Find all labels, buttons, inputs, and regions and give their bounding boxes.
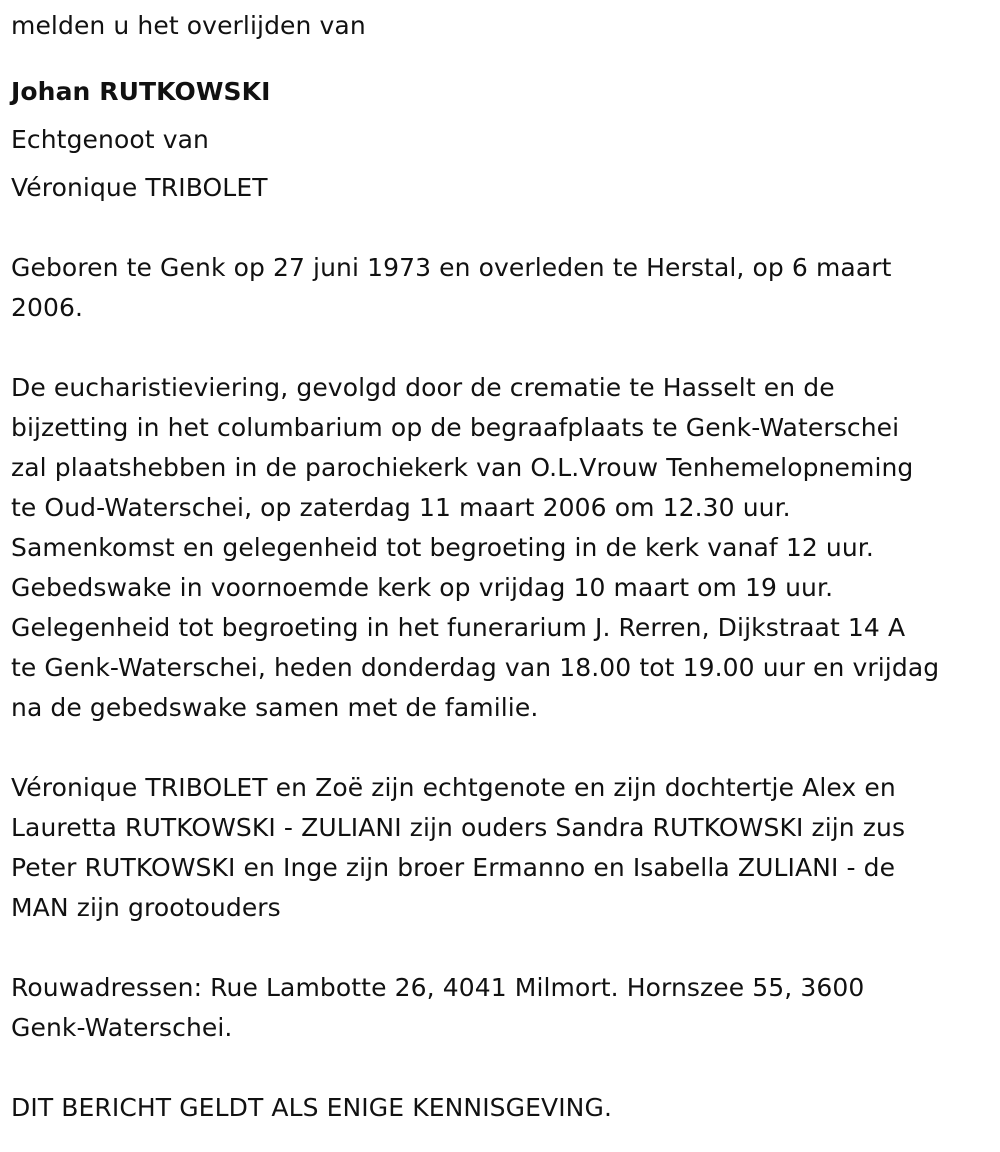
paragraph-line: Peter RUTKOWSKI en Inge zijn broer Ermanno en Isabella ZULIANI - de — [11, 853, 896, 882]
paragraph-line: Véronique TRIBOLET en Zoë zijn echtgenote en zijn dochtertje Alex en — [11, 773, 896, 802]
paragraph-line: Genk-Waterschei. — [11, 1013, 233, 1042]
paragraph-line: MAN zijn grootouders — [11, 893, 281, 922]
spacer — [11, 46, 996, 72]
paragraph-line: Gelegenheid tot begroeting in het funerarium J. Rerren, Dijkstraat 14 A — [11, 613, 906, 642]
paragraph-line: 2006. — [11, 293, 84, 322]
spacer — [11, 928, 996, 968]
paragraph-line: na de gebedswake samen met de familie. — [11, 693, 539, 722]
relation-text: Echtgenoot van — [11, 125, 209, 154]
spouse-name: Véronique TRIBOLET — [11, 173, 268, 202]
paragraph-line: Rouwadressen: Rue Lambotte 26, 4041 Milmort. Hornszee 55, 3600 — [11, 973, 865, 1002]
birth-death-paragraph — [11, 248, 996, 328]
spacer — [11, 328, 996, 368]
intro-text: melden u het overlijden van — [11, 11, 366, 40]
paragraph-line: Lauretta RUTKOWSKI - ZULIANI zijn ouders Sandra RUTKOWSKI zijn zus — [11, 813, 906, 842]
death-notice — [11, 0, 996, 1128]
paragraph-line: De eucharistieviering, gevolgd door de crematie te Hasselt en de — [11, 373, 835, 402]
paragraph-line: zal plaatshebben in de parochiekerk van O.L.Vrouw Tenhemelopneming — [11, 453, 914, 482]
spacer — [11, 1048, 996, 1088]
spacer — [11, 208, 996, 248]
paragraph-line: Geboren te Genk op 27 juni 1973 en overleden te Herstal, op 6 maart — [11, 253, 892, 282]
deceased-name: Johan RUTKOWSKI — [11, 77, 271, 106]
closing-statement: DIT BERICHT GELDT ALS ENIGE KENNISGEVING. — [11, 1093, 612, 1122]
paragraph-line: Samenkomst en gelegenheid tot begroeting in de kerk vanaf 12 uur. — [11, 533, 874, 562]
paragraph-line: te Oud-Waterschei, op zaterdag 11 maart 2006 om 12.30 uur. — [11, 493, 791, 522]
paragraph-line: bijzetting in het columbarium op de begraafplaats te Genk-Waterschei — [11, 413, 900, 442]
paragraph-line: te Genk-Waterschei, heden donderdag van 18.00 tot 19.00 uur en vrijdag — [11, 653, 940, 682]
addresses-paragraph — [11, 968, 996, 1048]
paragraph-line: Gebedswake in voornoemde kerk op vrijdag 10 maart om 19 uur. — [11, 573, 834, 602]
ceremony-paragraph — [11, 368, 996, 728]
spacer — [11, 728, 996, 768]
family-paragraph — [11, 768, 996, 928]
